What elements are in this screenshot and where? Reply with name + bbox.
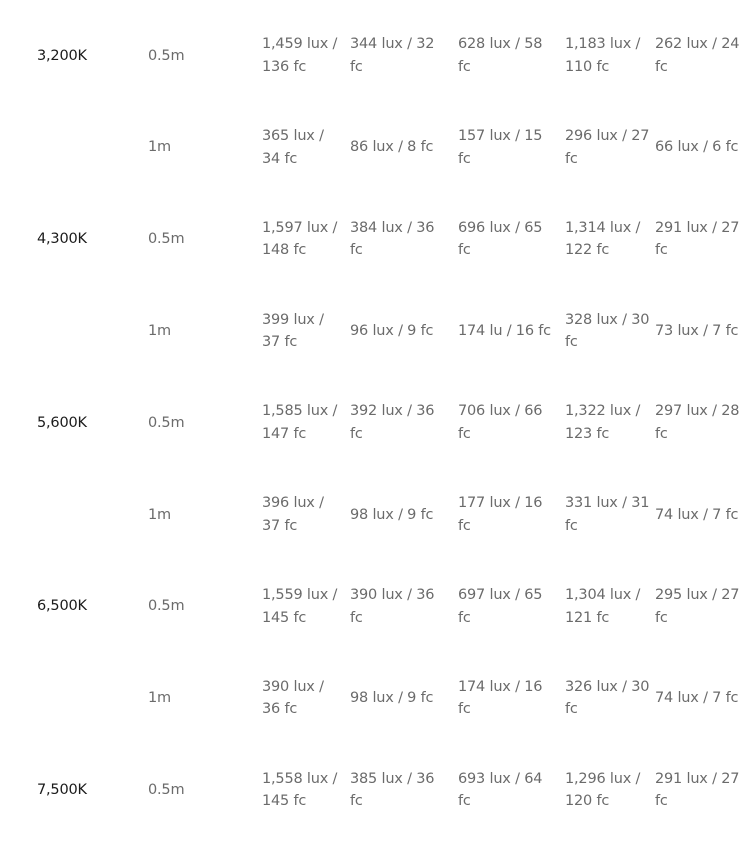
color-temperature-cell-text: 4,300K (37, 231, 87, 248)
lux-value-cell-4-text: 296 lux / 27 fc (565, 128, 650, 167)
lux-value-cell-3 (458, 561, 565, 653)
distance-cell (148, 469, 262, 561)
distance-cell (148, 285, 262, 377)
distance-cell (148, 561, 262, 653)
lux-value-cell-4 (565, 285, 655, 377)
distance-cell-text: 0.5m (148, 47, 185, 64)
lux-value-cell-3 (458, 469, 565, 561)
lux-value-cell-1 (262, 653, 350, 745)
lux-value-cell-1 (262, 285, 350, 377)
table-body (0, 10, 750, 836)
distance-cell (148, 10, 262, 102)
lux-value-cell-2 (350, 377, 458, 469)
lux-value-cell-5 (655, 194, 750, 286)
lux-value-cell-2 (350, 102, 458, 194)
distance-cell (148, 194, 262, 286)
table-row (0, 744, 750, 836)
lux-value-cell-1 (262, 102, 350, 194)
lux-value-cell-2-text: 344 lux / 32 fc (350, 36, 435, 75)
distance-cell-text: 1m (148, 506, 171, 523)
lux-value-cell-3 (458, 285, 565, 377)
lux-value-cell-3-text: 697 lux / 65 fc (458, 587, 543, 626)
lux-value-cell-4-text: 1,304 lux / 121 fc (565, 587, 641, 626)
lux-value-cell-3 (458, 744, 565, 836)
color-temperature-cell (0, 653, 148, 745)
lux-value-cell-4 (565, 744, 655, 836)
lux-value-cell-4-text: 1,314 lux / 122 fc (565, 219, 641, 259)
lux-value-cell-5 (655, 561, 750, 653)
color-temperature-cell-text: 7,500K (37, 781, 87, 798)
lux-value-cell-1 (262, 744, 350, 836)
distance-cell-text: 0.5m (148, 231, 185, 248)
distance-cell-text: 1m (148, 322, 171, 339)
lux-value-cell-4 (565, 561, 655, 653)
table-row (0, 653, 750, 745)
lux-value-cell-5-text: 295 lux / 27 fc (655, 587, 740, 626)
distance-cell-text: 0.5m (148, 781, 185, 798)
lux-value-cell-4-text: 328 lux / 30 fc (565, 311, 650, 351)
lux-value-cell-2 (350, 194, 458, 286)
lux-value-cell-4-text: 1,183 lux / 110 fc (565, 36, 641, 75)
color-temperature-cell-text: 6,500K (37, 598, 87, 615)
lux-value-cell-2-text: 96 lux / 9 fc (350, 322, 434, 339)
color-temperature-cell-text: 5,600K (37, 414, 87, 431)
table-row (0, 102, 750, 194)
lux-value-cell-2-text: 385 lux / 36 fc (350, 770, 435, 810)
lux-value-cell-1-text: 365 lux / 34 fc (262, 128, 324, 167)
lux-value-cell-5-text: 73 lux / 7 fc (655, 322, 739, 339)
lux-value-cell-2 (350, 469, 458, 561)
lux-value-cell-5-text: 291 lux / 27 fc (655, 770, 740, 810)
lux-value-cell-1-text: 399 lux / 37 fc (262, 311, 324, 351)
color-temperature-cell (0, 561, 148, 653)
color-temperature-cell (0, 194, 148, 286)
lux-value-cell-3-text: 693 lux / 64 fc (458, 770, 543, 810)
lux-value-cell-3 (458, 653, 565, 745)
lux-value-cell-4-text: 331 lux / 31 fc (565, 495, 650, 534)
lux-value-cell-3-text: 174 lu / 16 fc (458, 322, 551, 339)
lux-value-cell-3-text: 706 lux / 66 fc (458, 403, 543, 443)
distance-cell-text: 0.5m (148, 414, 185, 431)
lux-value-cell-5 (655, 653, 750, 745)
lux-value-cell-1-text: 1,597 lux / 148 fc (262, 219, 338, 259)
lux-value-cell-4 (565, 469, 655, 561)
distance-cell-text: 1m (148, 139, 171, 156)
distance-cell (148, 653, 262, 745)
table-row (0, 469, 750, 561)
lux-value-cell-1 (262, 561, 350, 653)
lux-value-cell-2 (350, 561, 458, 653)
color-temperature-cell (0, 102, 148, 194)
lux-value-cell-5 (655, 744, 750, 836)
lux-value-cell-1-text: 1,585 lux / 147 fc (262, 403, 338, 443)
table-row (0, 377, 750, 469)
table-row (0, 285, 750, 377)
lux-value-cell-2 (350, 744, 458, 836)
color-temperature-cell (0, 469, 148, 561)
lux-value-cell-3-text: 177 lux / 16 fc (458, 495, 543, 534)
distance-cell (148, 377, 262, 469)
lux-value-cell-2 (350, 285, 458, 377)
lux-value-cell-1 (262, 10, 350, 102)
illuminance-table (0, 10, 750, 836)
color-temperature-cell (0, 285, 148, 377)
lux-value-cell-1-text: 396 lux / 37 fc (262, 495, 324, 534)
lux-value-cell-2 (350, 653, 458, 745)
lux-value-cell-3-text: 157 lux / 15 fc (458, 128, 543, 167)
lux-value-cell-2-text: 384 lux / 36 fc (350, 219, 435, 259)
lux-value-cell-5-text: 262 lux / 24 fc (655, 36, 740, 75)
lux-value-cell-4 (565, 10, 655, 102)
lux-value-cell-2 (350, 10, 458, 102)
lux-value-cell-4-text: 326 lux / 30 fc (565, 678, 650, 718)
lux-value-cell-2-text: 392 lux / 36 fc (350, 403, 435, 443)
table-row (0, 194, 750, 286)
lux-value-cell-4 (565, 194, 655, 286)
lux-value-cell-2-text: 98 lux / 9 fc (350, 690, 434, 707)
distance-cell (148, 744, 262, 836)
lux-value-cell-1-text: 390 lux / 36 fc (262, 678, 324, 718)
lux-value-cell-1 (262, 469, 350, 561)
color-temperature-cell (0, 377, 148, 469)
lux-value-cell-3 (458, 194, 565, 286)
lux-value-cell-1-text: 1,459 lux / 136 fc (262, 36, 338, 75)
color-temperature-cell-text: 3,200K (37, 47, 87, 64)
lux-value-cell-4 (565, 377, 655, 469)
table-row (0, 10, 750, 102)
lux-value-cell-1-text: 1,558 lux / 145 fc (262, 770, 338, 810)
lux-value-cell-5 (655, 102, 750, 194)
lux-value-cell-2-text: 98 lux / 9 fc (350, 506, 434, 523)
lux-value-cell-2-text: 86 lux / 8 fc (350, 139, 434, 156)
distance-cell (148, 102, 262, 194)
lux-value-cell-4-text: 1,322 lux / 123 fc (565, 403, 641, 443)
lux-value-cell-4 (565, 102, 655, 194)
lux-value-cell-5 (655, 377, 750, 469)
lux-value-cell-5-text: 291 lux / 27 fc (655, 219, 740, 259)
lux-value-cell-5 (655, 285, 750, 377)
lux-value-cell-2-text: 390 lux / 36 fc (350, 587, 435, 626)
lux-value-cell-3-text: 696 lux / 65 fc (458, 219, 543, 259)
lux-value-cell-5-text: 74 lux / 7 fc (655, 506, 739, 523)
lux-value-cell-1 (262, 377, 350, 469)
lux-value-cell-1 (262, 194, 350, 286)
lux-value-cell-5-text: 66 lux / 6 fc (655, 139, 739, 156)
lux-value-cell-3-text: 628 lux / 58 fc (458, 36, 543, 75)
lux-value-cell-3-text: 174 lux / 16 fc (458, 678, 543, 718)
lux-value-cell-3 (458, 102, 565, 194)
lux-value-cell-1-text: 1,559 lux / 145 fc (262, 587, 338, 626)
table-row (0, 561, 750, 653)
color-temperature-cell (0, 10, 148, 102)
distance-cell-text: 1m (148, 690, 171, 707)
lux-value-cell-4-text: 1,296 lux / 120 fc (565, 770, 641, 810)
lux-value-cell-4 (565, 653, 655, 745)
lux-value-cell-5 (655, 469, 750, 561)
lux-value-cell-3 (458, 10, 565, 102)
lux-value-cell-5 (655, 10, 750, 102)
lux-value-cell-5-text: 74 lux / 7 fc (655, 690, 739, 707)
distance-cell-text: 0.5m (148, 598, 185, 615)
lux-value-cell-5-text: 297 lux / 28 fc (655, 403, 740, 443)
color-temperature-cell (0, 744, 148, 836)
lux-value-cell-3 (458, 377, 565, 469)
